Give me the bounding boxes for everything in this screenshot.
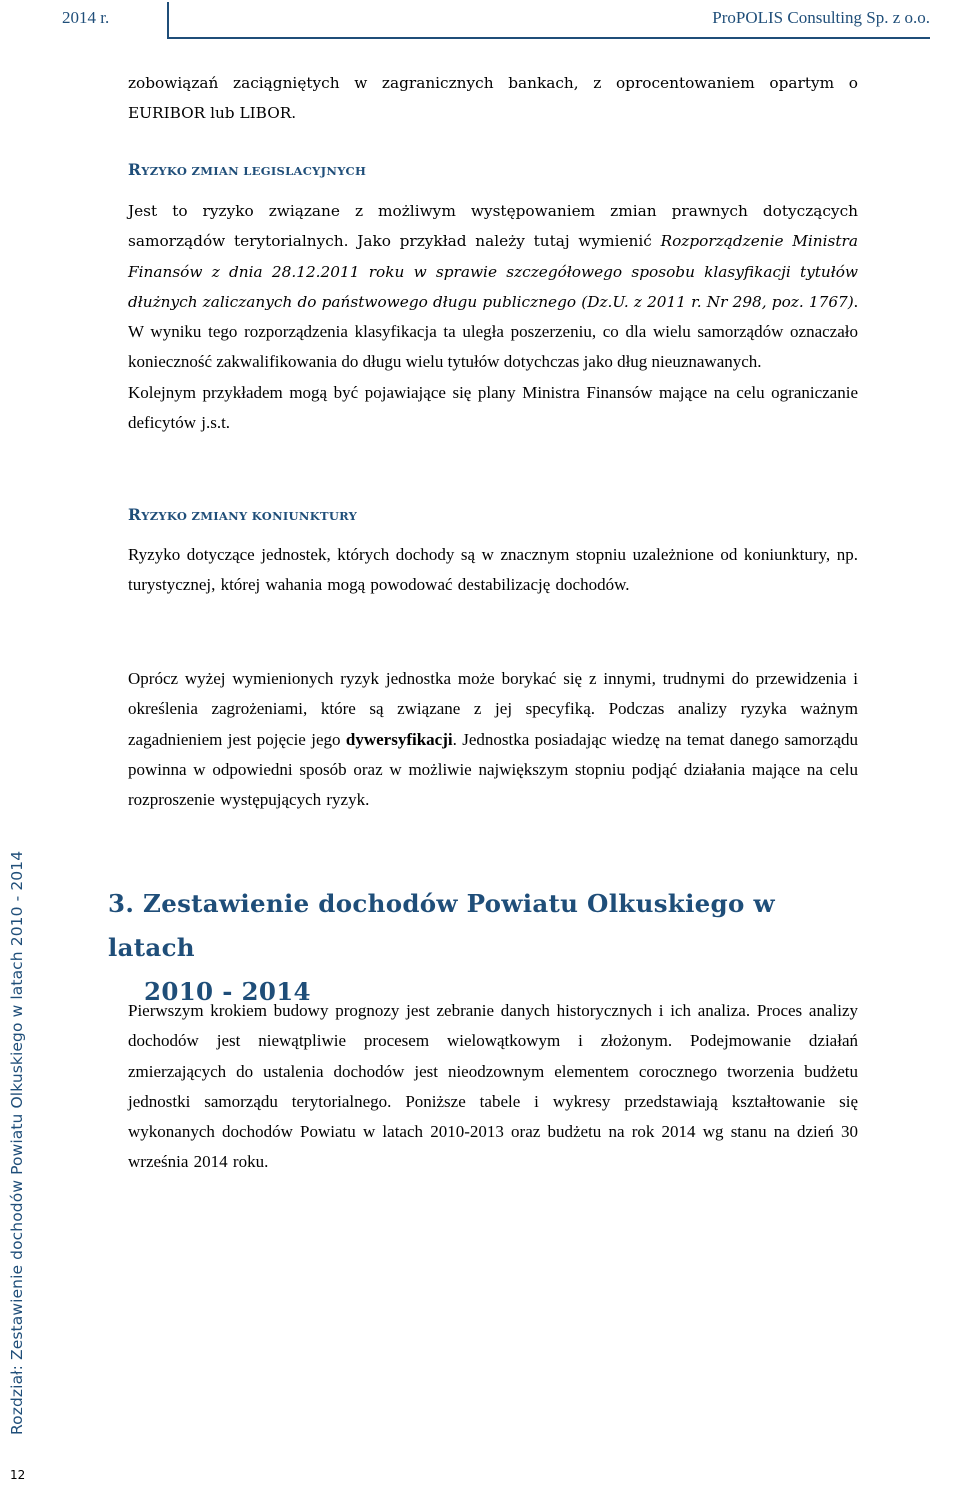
legislative-risk-heading xyxy=(128,160,366,179)
header-company: ProPOLIS Consulting Sp. z o.o. xyxy=(712,8,930,27)
diversification-text-part1: Oprócz wyżej wymienionych ryzyk jednostka może borykać się z innymi, trudnymi do przewidzenia i określenia zagrożeniami, które są związane z jej specyfiką. Podczas analizy ryzyka ważnym zagadnieniem jest pojęcie jego xyxy=(128,669,858,749)
chapter-title-line1: 3. Zestawienie dochodów Powiatu Olkuskiego w latach xyxy=(108,889,775,962)
header-divider-horizontal xyxy=(167,37,930,39)
diversification-section xyxy=(128,664,858,815)
diversification-text xyxy=(128,664,858,815)
header-divider-vertical xyxy=(167,2,169,38)
economic-risk-heading xyxy=(128,505,357,524)
chapter-intro-text: Pierwszym krokiem budowy prognozy jest zebranie danych historycznych i ich analiza. Proces analizy dochodów jest niewątpliwie procesem wielowątkowym i złożonym. Podejmowanie działań zmierzających do ustalenia dochodów jest nieodzownym elementem corocznego tworzenia budżetu jednostki samorządu terytorialnego. Poniższe tabele i wykresy przedstawiają kształtowanie się wykonanych dochodów Powiatu w latach 2010-2013 oraz budżetu na rok 2014 wg stanu na dzień 30 września 2014 roku. xyxy=(128,1001,858,1172)
heading-initial: R xyxy=(128,160,142,179)
legislative-risk-section xyxy=(128,196,858,438)
legislative-risk-example: Kolejnym przykładem mogą być pojawiające się plany Ministra Finansów mające na celu ograniczanie deficytów j.s.t. xyxy=(128,382,858,433)
header-year: 2014 r. xyxy=(62,8,110,27)
chapter-intro-section xyxy=(128,996,858,1178)
legislative-risk-text xyxy=(128,196,858,378)
regulation-citation: Rozporządzenie Ministra Finansów z dnia 28.12.2011 roku w sprawie szczegółowego sposobu klasyfikacji tytułów dłużnych zaliczanych do państwowego długu publicznego (Dz.U. z 2011 r. Nr 298, poz. 1767) xyxy=(128,232,858,311)
economic-risk-section xyxy=(128,540,858,601)
chapter-side-label: Rozdział: Zestawienie dochodów Powiatu Olkuskiego w latach 2010 - 2014 xyxy=(8,850,26,1435)
chapter-title-line2: 2010 - 2014 xyxy=(144,977,311,1006)
diversification-term: dywersyfikacji xyxy=(345,729,453,749)
heading-rest: YZYKO ZMIANY KONIUNKTURY xyxy=(141,509,358,523)
heading-initial: R xyxy=(128,505,142,524)
legislative-text-part1: Jest to ryzyko związane z możliwym występowaniem zmian prawnych dotyczących samorządów terytorialnych. Jako przykład należy tutaj wymienić xyxy=(128,202,858,251)
heading-rest: YZYKO ZMIAN LEGISLACYJNYCH xyxy=(141,164,367,178)
page-number: 12 xyxy=(10,1468,26,1482)
intro-paragraph xyxy=(128,68,858,129)
chapter-heading xyxy=(108,882,868,1014)
legislative-text-part2: . W wyniku tego rozporządzenia klasyfikacja ta uległa poszerzeniu, co dla wielu samorządów oznaczało konieczność zakwalifikowania do długu wielu tytułów dotychczas jako dług nieuznawanych. xyxy=(128,291,858,372)
economic-risk-text: Ryzyko dotyczące jednostek, których dochody są w znacznym stopniu uzależnione od koniunktury, np. turystycznej, której wahania mogą powodować destabilizację dochodów. xyxy=(128,545,858,595)
intro-text: zobowiązań zaciągniętych w zagranicznych bankach, z oprocentowaniem opartym o EURIBOR lub LIBOR. xyxy=(128,74,858,123)
diversification-text-part2: . Jednostka posiadając wiedzę na temat danego samorządu powinna w odpowiedni sposób oraz w możliwie największym stopniu podjąć działania mające na celu rozproszenie występujących ryzyk. xyxy=(128,729,858,810)
